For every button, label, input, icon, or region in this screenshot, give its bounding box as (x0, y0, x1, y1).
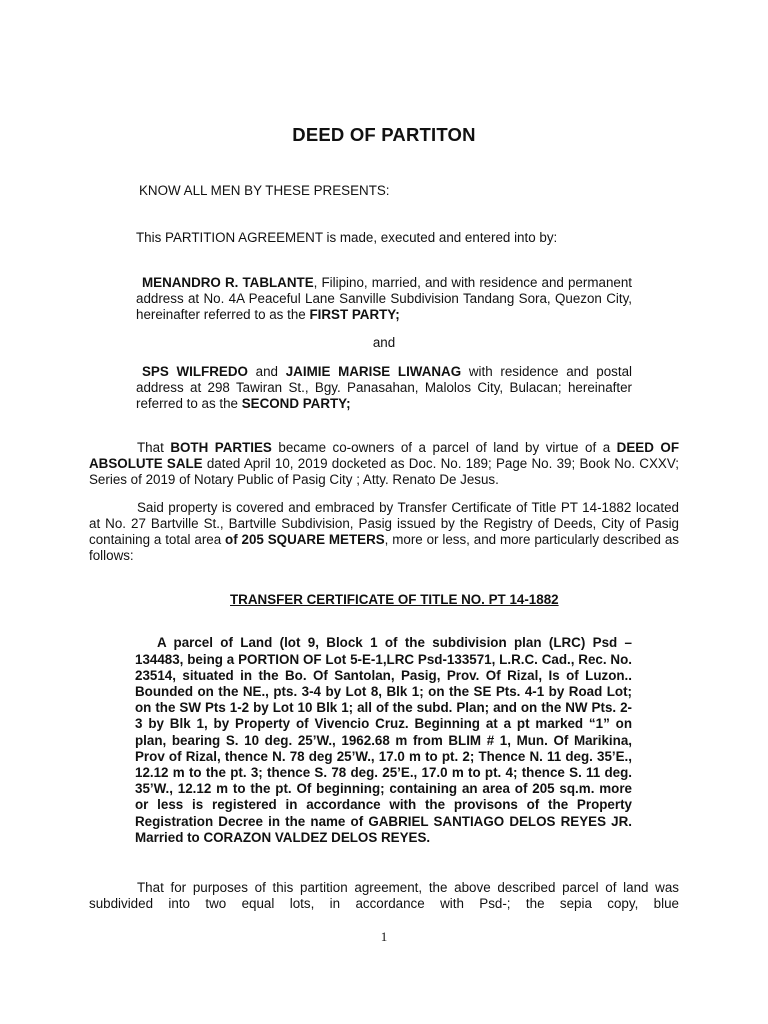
first-party-label: FIRST PARTY; (309, 307, 400, 322)
second-party-name-a: SPS WILFREDO (142, 364, 248, 379)
first-party-name: MENANDRO R. TABLANTE (142, 275, 314, 290)
area-bold: of 205 SQUARE METERS (225, 532, 385, 547)
first-party-paragraph (136, 275, 632, 323)
second-party-text: with residence and postal address at 298 Tawiran St., Bgy. Panasahan, Malolos City, Bulacan; hereinafter referred to as the (136, 364, 632, 411)
deed-of-sale-bold: DEED OF ABSOLUTE SALE (89, 440, 679, 471)
and-separator: and (372, 335, 396, 350)
second-party-name-b: JAIMIE MARISE LIWANAG (285, 364, 462, 379)
second-party-and: and (247, 364, 286, 379)
page-number: 1 (380, 929, 388, 944)
tct-description: A parcel of Land (lot 9, Block 1 of the subdivision plan (LRC) Psd – 134483, being a PORTION OF Lot 5-E-1,LRC Psd-133571, L.R.C. Cad., Rec. No. 23514, situated in the Bo. Of Santolan, Pasig, Prov. Of Rizal, Is of Luzon.. Bounded on the NE., pts. 3-4 by Lot 8, Blk 1; on the SE Pts. 4-1 by Road Lot; on the SW Pts 1-2 by Lot 10 Blk 1; all of the subd. Plan; and on the NW Pts. 2-3 by Blk 1, by Property of Vivencio Cruz. Beginning at a pt marked “1” on plan, bearing S. 10 deg. 25’W., 1962.68 m from BLIM # 1, Mun. Of Marikina, Prov of Rizal, thence N. 78 deg 25’W., 17.0 m to pt. 2; Thence N. 11 deg. 35’E., 12.12 m to the pt. 3; thence S. 78 deg. 25’E., 17.0 m to pt. 4; thence S. 11 deg. 35’W., 12.12 m to the pt. Of beginning; containing an area of 205 sq.m. more or less is registered in accordance with the provisons of the Property Registration Decree in the name of GABRIEL SANTIAGO DELOS REYES JR. Married to CORAZON VALDEZ DELOS REYES. (135, 635, 632, 845)
tct-heading: TRANSFER CERTIFICATE OF TITLE NO. PT 14-1882 (230, 592, 559, 607)
both-parties-bold: BOTH PARTIES (170, 440, 272, 455)
second-party-paragraph (136, 364, 632, 412)
intro-paragraph: This PARTITION AGREEMENT is made, executed and entered into by: (136, 230, 558, 245)
second-party-label: SECOND PARTY; (241, 396, 351, 411)
document-title: DEED OF PARTITON (292, 124, 476, 145)
first-party-text: , Filipino, married, and with residence and permanent address at No. 4A Peaceful Lane Sanville Subdivision Tandang Sora, Quezon City, hereinafter referred to as the (136, 275, 633, 322)
know-all-heading: KNOW ALL MEN BY THESE PRESENTS: (139, 183, 390, 198)
purposes-paragraph: That for purposes of this partition agreement, the above described parcel of land was subdivided into two equal lots, in accordance with Psd-; the sepia copy, blue (89, 880, 679, 911)
property-paragraph: Said property is covered and embraced by Transfer Certificate of Title PT 14-1882 located at No. 27 Bartville St., Bartville Subdivision, Pasig issued by the Registry of Deeds, City of Pasig containing a total area of 205 SQUARE METERS, more or less, and more particularly described as follows: (89, 500, 679, 563)
both-parties-paragraph: That BOTH PARTIES became co-owners of a parcel of land by virtue of a DEED OF ABSOLUTE SALE dated April 10, 2019 docketed as Doc. No. 189; Page No. 39; Book No. CXXV; Series of 2019 of Notary Public of Pasig City ; Atty. Renato De Jesus. (89, 440, 679, 487)
